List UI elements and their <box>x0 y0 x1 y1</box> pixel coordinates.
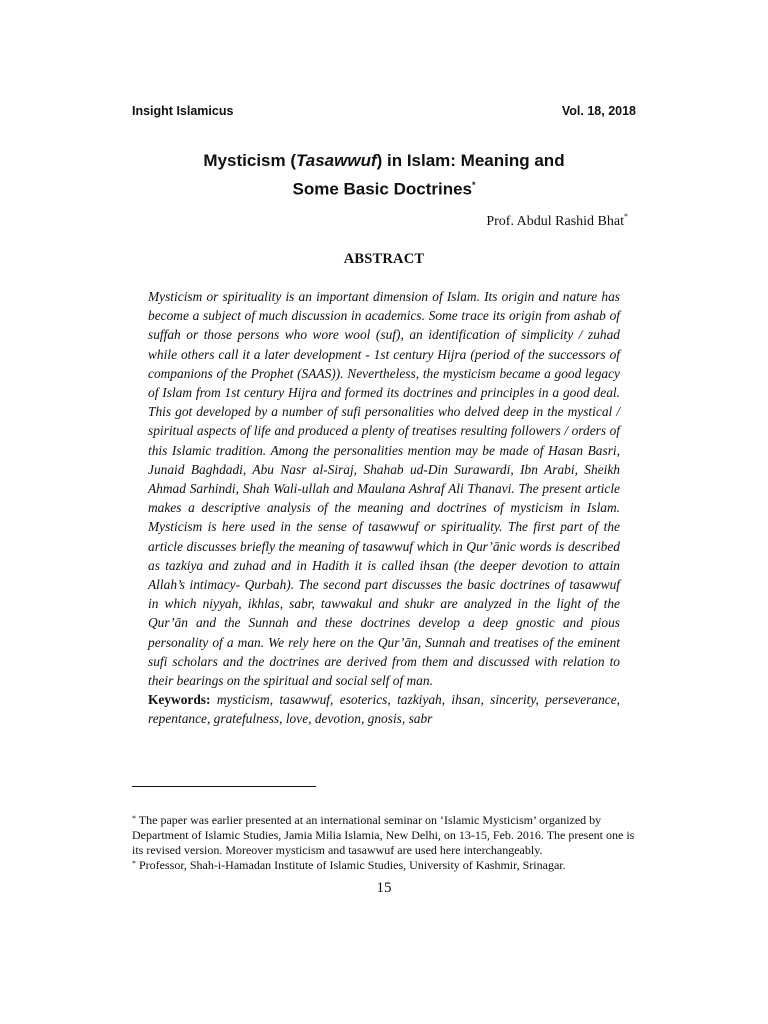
keywords-colon: : <box>206 692 211 708</box>
article-title <box>100 148 668 202</box>
footnote-1-marker: * <box>132 814 136 823</box>
title-line-2 <box>100 173 668 202</box>
journal-name: Insight Islamicus <box>132 104 234 118</box>
footnote-2-marker: * <box>132 859 136 868</box>
title-italic-term: Tasawwuf <box>296 151 377 170</box>
abstract-body: Mysticism or spirituality is an important dimension of Islam. Its origin and nature has become a subject of much discussion in academics. Some trace its origin from ashab of suffah or those persons who wore wool (suf), an identification of simplicity / zuhad while others call it a later development - 1st century Hijra (period of the successors of companions of the Prophet (SAAS)). Nevertheless, the mysticism became a good legacy of Islam from 1st century Hijra and formed its doctrines and principles in a good deal. This got developed by a number of sufi personalities who delved deep in the mystical / spiritual aspects of life and produced a plenty of treatises resulting followers / orders of this Islamic tradition. Among the personalities mention may be made of Hasan Basri, Junaid Baghdadi, Abu Nasr al-Siraj, Shahab ud-Din Surawardi, Ibn Arabi, Sheikh Ahmad Sarhindi, Shah Wali-ullah and Maulana Ashraf Ali Thanavi. The present article makes a descriptive analysis of the meaning and doctrines of mysticism in Islam. Mysticism is here used in the sense of tasawwuf or spirituality. The first part of the article discusses briefly the meaning of tasawwuf which in Qur’ānic words is described as tazkiya and zuhad and in Hadith it is called ihsan (the deeper devotion to attain Allah’s intimacy- Qurbah). The second part discusses the basic doctrines of tasawwuf in which niyyah, ikhlas, sabr, tawwakul and shukr are analyzed in the light of the Qur’ān and the Sunnah and these doctrines develop a deep gnostic and pious personality of a man. We rely here on the Qur’ān, Sunnah and treatises of the eminent sufi scholars and the doctrines are derived from them and discussed with relation to their bearings on the spiritual and social self of man. <box>148 289 620 689</box>
footnotes <box>132 813 638 873</box>
title-footnote-marker: * <box>472 180 476 190</box>
abstract-heading: ABSTRACT <box>343 251 425 267</box>
author-name: Prof. Abdul Rashid Bhat <box>486 214 624 229</box>
footnote-2-text: Professor, Shah-i-Hamadan Institute of Islamic Studies, University of Kashmir, Srinagar. <box>139 858 566 872</box>
page-number: 15 <box>376 880 392 896</box>
keywords-line <box>148 690 620 728</box>
footnote-separator <box>132 786 316 787</box>
footnote-1-text: The paper was earlier presented at an international seminar on ‘Islamic Mysticism’ organized by Department of Islamic Studies, Jamia Milia Islamia, New Delhi, on 13-15, Feb. 2016. The present one is its revised version. Moreover mysticism and tasawwuf are used here interchangeably. <box>132 813 635 857</box>
keywords-list: mysticism, tasawwuf, esoterics, tazkiyah, ihsan, sincerity, perseverance, repentance, gratefulness, love, devotion, gnosis, sabr <box>148 692 620 727</box>
footnote-1 <box>132 813 638 858</box>
abstract-section <box>148 287 620 729</box>
author-footnote-marker: * <box>624 212 628 221</box>
title-line-2-text: Some Basic Doctrines <box>292 179 472 199</box>
volume-year: Vol. 18, 2018 <box>561 104 636 118</box>
footnote-2 <box>132 858 638 873</box>
title-line-1 <box>100 148 668 173</box>
author-byline <box>486 214 628 230</box>
title-part-1: Mysticism ( <box>203 151 296 170</box>
running-header <box>132 104 636 124</box>
title-part-2: ) in Islam: Meaning and <box>376 151 565 170</box>
keywords-label: Keywords <box>148 692 207 708</box>
